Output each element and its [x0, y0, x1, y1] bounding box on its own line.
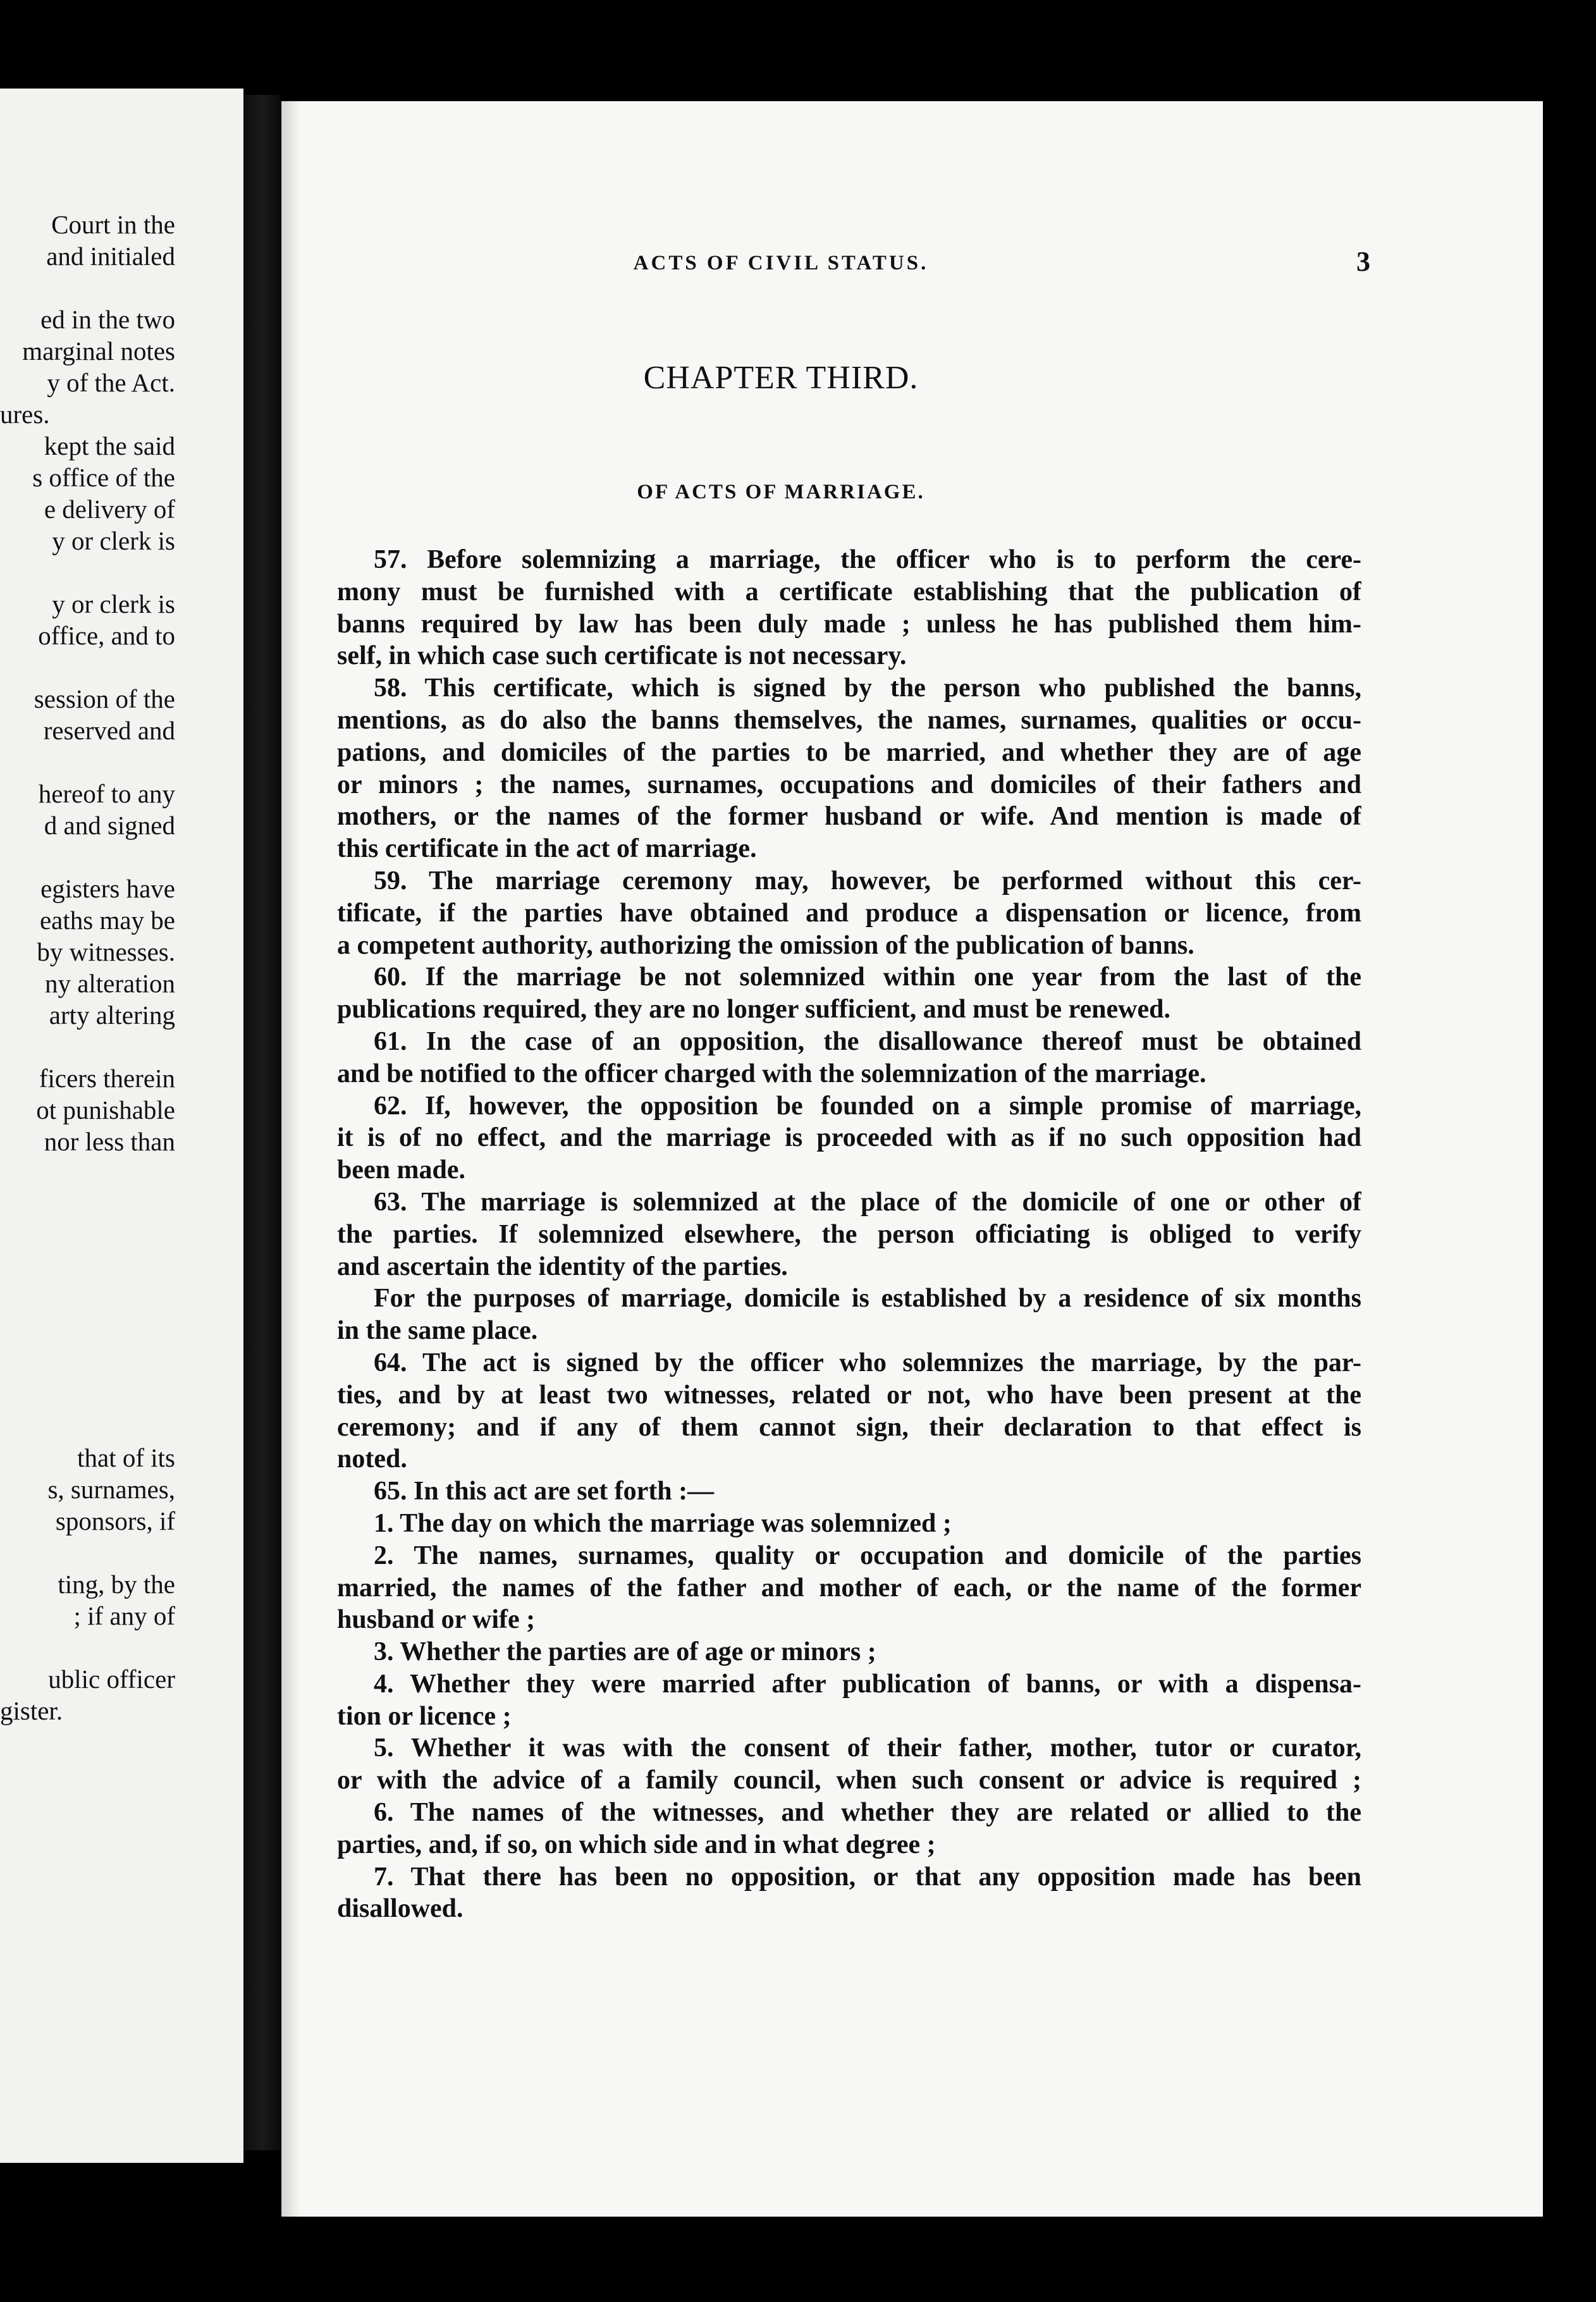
left-page-line: s, surnames,	[47, 1475, 175, 1504]
text-line: 63. The marriage is solemnized at the place of the domicile of one or other of	[374, 1187, 1361, 1217]
left-page-line: gister.	[0, 1696, 63, 1725]
text-line: self, in which case such certificate is not necessary.	[337, 641, 907, 671]
text-line: and ascertain the identity of the parties.	[337, 1252, 788, 1281]
left-page-line: hereof to any	[38, 779, 175, 808]
text-line: 4. Whether they were married after publication of banns, or with a dispensa-	[374, 1669, 1361, 1699]
left-page-line: that of its	[77, 1443, 175, 1472]
text-line: been made.	[337, 1155, 465, 1185]
left-page-line: ficers therein	[39, 1064, 175, 1093]
left-page-line: egisters have	[40, 874, 175, 903]
text-line: a competent authority, authorizing the omission of the publication of banns.	[337, 930, 1194, 960]
text-line: parties, and, if so, on which side and in what degree ;	[337, 1830, 936, 1859]
text-line: mony must be furnished with a certificate establishing that the publication of	[337, 577, 1361, 606]
left-page-line: eaths may be	[39, 906, 175, 935]
left-page-line: office, and to	[38, 621, 175, 650]
text-line: disallowed.	[337, 1894, 463, 1924]
left-page-line: ; if any of	[73, 1601, 175, 1630]
text-line: 57. Before solemnizing a marriage, the officer who is to perform the cere-	[374, 545, 1361, 574]
text-line: mentions, as do also the banns themselves, the names, surnames, qualities or occu-	[337, 705, 1361, 735]
left-page-line: d and signed	[44, 811, 175, 840]
chapter-title: CHAPTER THIRD.	[643, 360, 919, 396]
text-line: 59. The marriage ceremony may, however, be performed without this cer-	[374, 866, 1361, 896]
left-page	[0, 89, 243, 2163]
text-line: For the purposes of marriage, domicile is established by a residence of six months	[374, 1284, 1361, 1314]
text-line: and be notified to the officer charged with the solemnization of the marriage.	[337, 1059, 1206, 1088]
text-line: tion or licence ;	[337, 1701, 512, 1731]
left-page-line: ures.	[0, 400, 50, 429]
left-page-line: ed in the two	[40, 305, 175, 334]
left-page-line: by witnesses.	[37, 937, 175, 966]
left-page-line: s office of the	[32, 463, 175, 492]
left-page-line: marginal notes	[22, 336, 175, 366]
text-line: this certificate in the act of marriage.	[337, 834, 757, 864]
running-head: ACTS OF CIVIL STATUS.	[633, 252, 929, 274]
text-line: married, the names of the father and mother of each, or the name of the former	[337, 1573, 1361, 1603]
text-line: the parties. If solemnized elsewhere, the person officiating is obliged to verify	[337, 1219, 1361, 1249]
left-page-line: kept the said	[44, 431, 175, 460]
text-line: tificate, if the parties have obtained and produce a dispensation or licence, from	[337, 898, 1361, 928]
text-line: 7. That there has been no opposition, or that any opposition made has been	[374, 1862, 1361, 1892]
page-number: 3	[1356, 246, 1370, 277]
text-line: pations, and domiciles of the parties to be married, and whether they are of age	[337, 737, 1361, 767]
right-page	[281, 101, 1543, 2217]
left-page-line: Court in the	[51, 210, 175, 239]
left-page-line: ot punishable	[36, 1095, 175, 1124]
text-line: noted.	[337, 1444, 407, 1474]
section-title: OF ACTS OF MARRIAGE.	[637, 481, 925, 503]
left-page-line: e delivery of	[44, 495, 175, 524]
text-line: ceremony; and if any of them cannot sign, their declaration to that effect is	[337, 1412, 1361, 1442]
text-line: or minors ; the names, surnames, occupations and domiciles of their fathers and	[337, 770, 1361, 799]
text-line: in the same place.	[337, 1316, 538, 1346]
text-line: 62. If, however, the opposition be founded on a simple promise of marriage,	[374, 1091, 1361, 1121]
body-text	[337, 544, 1361, 1925]
text-line: or with the advice of a family council, when such consent or advice is required ;	[337, 1766, 1361, 1795]
left-page-line: ting, by the	[58, 1570, 175, 1599]
text-line: 60. If the marriage be not solemnized within one year from the last of the	[374, 963, 1361, 992]
left-page-line: y or clerk is	[52, 589, 175, 619]
left-page-line: nor less than	[44, 1127, 175, 1156]
text-line: 58. This certificate, which is signed by the person who published the banns,	[374, 674, 1361, 703]
left-page-line: sponsors, if	[55, 1506, 175, 1536]
text-line: mothers, or the names of the former husband or wife. And mention is made of	[337, 802, 1361, 832]
text-line: 2. The names, surnames, quality or occupation and domicile of the parties	[374, 1541, 1361, 1570]
text-line: 1. The day on which the marriage was solemnized ;	[374, 1508, 952, 1538]
left-page-line: y or clerk is	[52, 526, 175, 555]
gutter-shadow	[281, 101, 300, 2217]
text-line: publications required, they are no longer sufficient, and must be renewed.	[337, 995, 1171, 1025]
page-gutter	[243, 95, 280, 2150]
left-page-line: ublic officer	[48, 1665, 175, 1694]
text-line: it is of no effect, and the marriage is proceeded with as if no such opposition had	[337, 1123, 1361, 1153]
text-line: 64. The act is signed by the officer who solemnizes the marriage, by the par-	[374, 1348, 1361, 1377]
text-line: 6. The names of the witnesses, and whether they are related or allied to the	[374, 1798, 1361, 1828]
text-line: 65. In this act are set forth :—	[374, 1477, 715, 1506]
text-line: 61. In the case of an opposition, the disallowance thereof must be obtained	[374, 1026, 1361, 1056]
text-line: banns required by law has been duly made ; unless he has published them him-	[337, 609, 1361, 639]
left-page-line: reserved and	[43, 716, 175, 745]
text-line: 3. Whether the parties are of age or minors ;	[374, 1637, 876, 1667]
left-page-line: arty altering	[49, 1000, 175, 1030]
text-line: ties, and by at least two witnesses, related or not, who have been present at the	[337, 1380, 1361, 1410]
left-page-line: and initialed	[46, 242, 175, 271]
left-page-line: session of the	[34, 684, 175, 713]
left-page-line: ny alteration	[44, 969, 175, 998]
text-line: husband or wife ;	[337, 1605, 536, 1635]
left-page-line: y of the Act.	[47, 368, 175, 397]
text-line: 5. Whether it was with the consent of their father, mother, tutor or curator,	[374, 1733, 1361, 1763]
